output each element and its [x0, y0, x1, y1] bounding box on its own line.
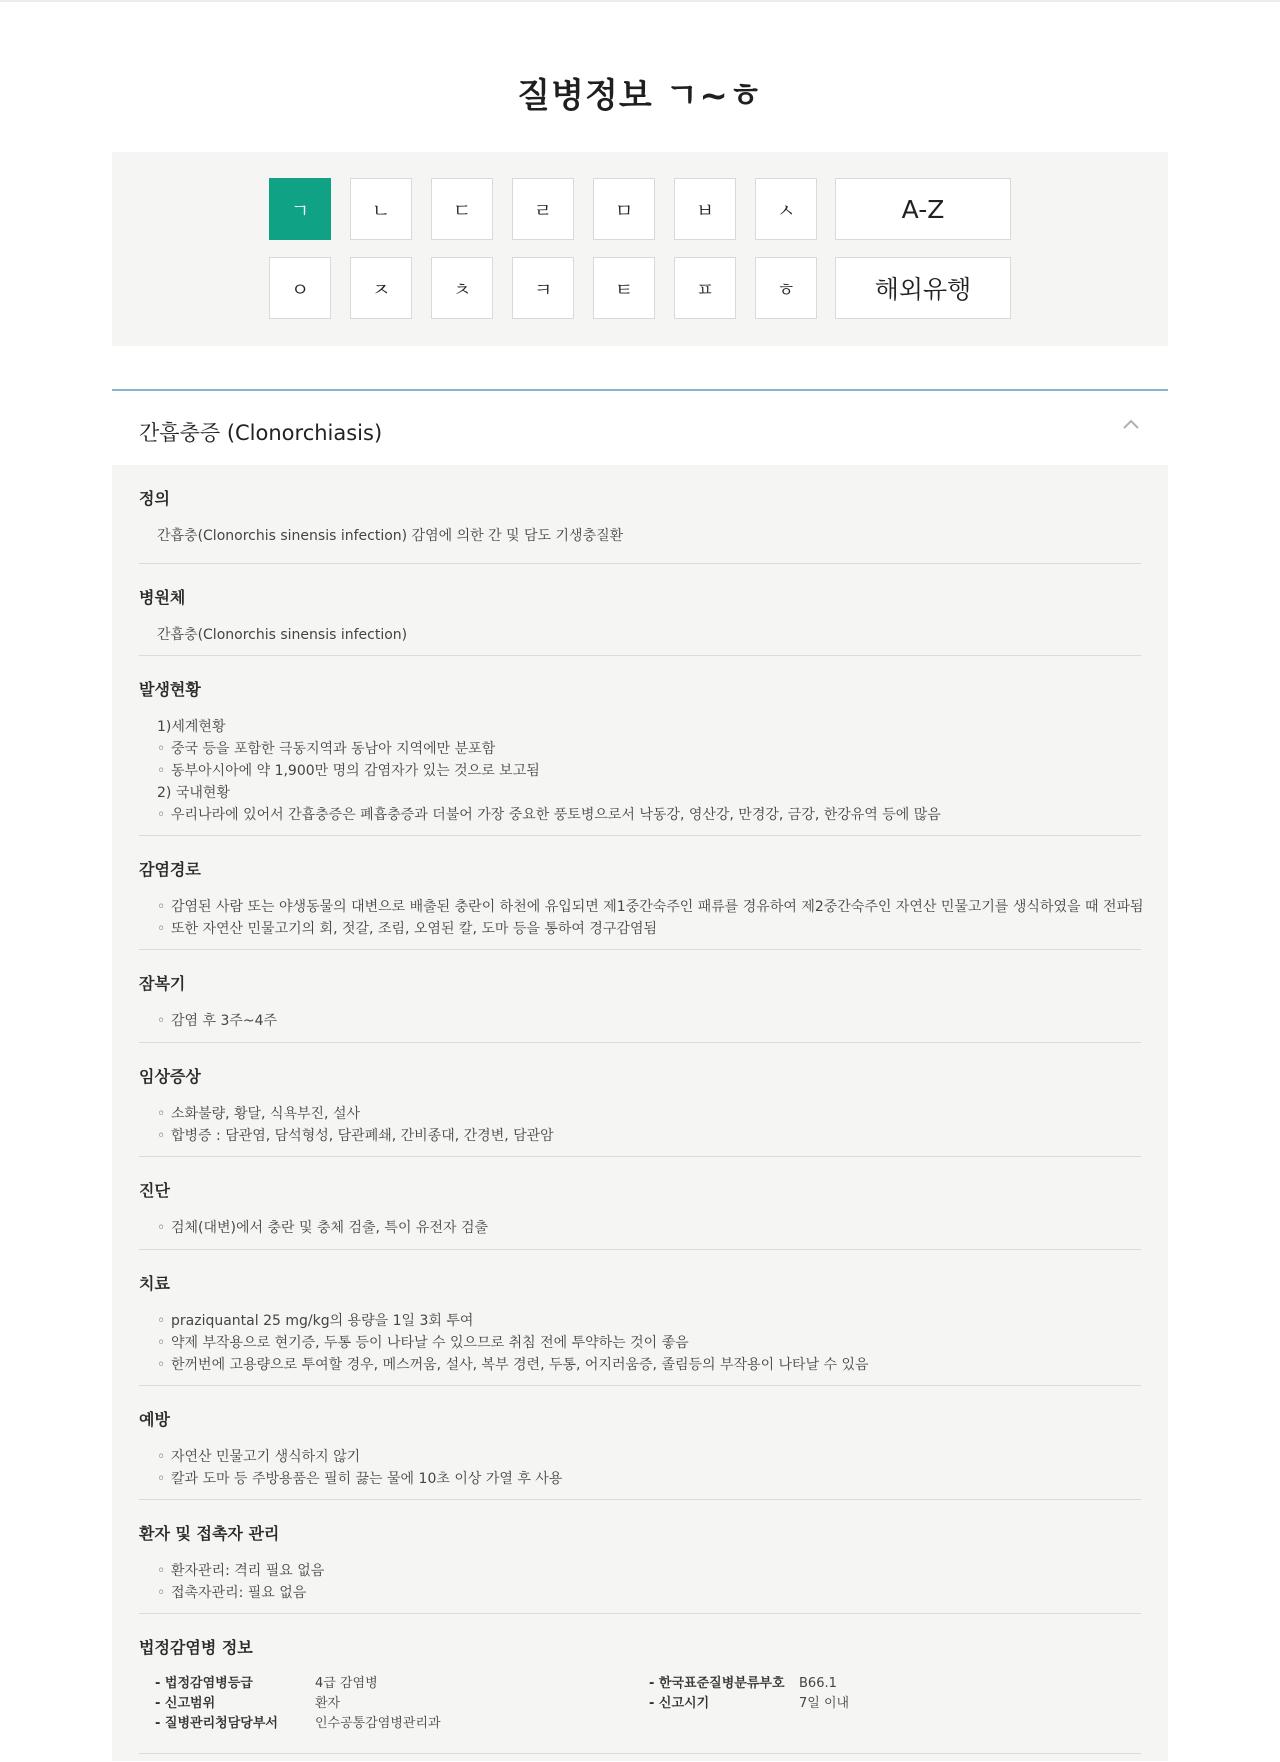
legal-time-value: 7일 이내 [799, 1696, 850, 1711]
bullet-icon: ◦ [157, 1106, 166, 1122]
bullet-icon: ◦ [157, 763, 166, 779]
bullet-icon: ◦ [157, 807, 166, 823]
section-line: ◦ 약제 부작용으로 현기증, 두통 등이 나타날 수 있으므로 취침 전에 투약하는 것이 좋음 [157, 1332, 1141, 1354]
section-line: ◦ 소화불량, 황달, 식욕부진, 설사 [157, 1103, 1141, 1125]
section-legal-info [139, 1614, 1141, 1754]
index-button-bieup[interactable]: ㅂ [674, 178, 736, 240]
page-title: 질병정보 ㄱ~ㅎ [517, 76, 763, 116]
legal-scope-label: - 신고범위 [155, 1696, 216, 1711]
bullet-icon: ◦ [157, 1313, 166, 1329]
index-button-hieut[interactable]: ㅎ [755, 257, 817, 319]
legal-code-value: B66.1 [799, 1676, 837, 1691]
section-title: 진단 [139, 1181, 170, 1200]
index-button-jieut[interactable]: ㅈ [350, 257, 412, 319]
section-pathogen [139, 564, 1141, 656]
chevron-up-icon[interactable] [1122, 416, 1140, 434]
bullet-icon: ◦ [157, 1335, 166, 1351]
legal-time-label: - 신고시기 [649, 1696, 710, 1711]
index-button-rieul[interactable]: ㄹ [512, 178, 574, 240]
section-line: ◦ 한꺼번에 고용량으로 투여할 경우, 메스꺼움, 설사, 복부 경련, 두통, 어지러움증, 졸림등의 부작용이 나타날 수 있음 [157, 1354, 1141, 1376]
bullet-icon: ◦ [157, 1563, 166, 1579]
bullet-icon: ◦ [157, 1357, 166, 1373]
section-title: 잠복기 [139, 974, 186, 993]
section-line: ◦ 감염된 사람 또는 야생동물의 대변으로 배출된 충란이 하천에 유입되면 제1중간숙주인 패류를 경유하여 제2중간숙주인 자연산 민물고기를 생식하였을 때 전파됨 [157, 896, 1141, 918]
bullet-icon: ◦ [157, 1585, 166, 1601]
legal-dept-value: 인수공통감염병관리과 [315, 1716, 441, 1731]
index-button-a-z[interactable]: A-Z [835, 178, 1011, 240]
section-line: ◦ 동부아시아에 약 1,900만 명의 감염자가 있는 것으로 보고됨 [157, 760, 1141, 782]
bullet-icon: ◦ [157, 1471, 166, 1487]
section-line: ◦ 감염 후 3주~4주 [157, 1010, 1141, 1032]
section-line: ◦ 칼과 도마 등 주방용품은 필히 끓는 물에 10초 이상 가열 후 사용 [157, 1468, 1141, 1490]
section-line: ◦ 합병증 : 담관염, 담석형성, 담관폐쇄, 간비종대, 간경변, 담관암 [157, 1125, 1141, 1147]
section-title: 임상증상 [139, 1067, 201, 1086]
index-button-overseas[interactable]: 해외유행 [835, 257, 1011, 319]
section-title: 감염경로 [139, 860, 201, 879]
index-button-tieut[interactable]: ㅌ [593, 257, 655, 319]
section-title: 발생현황 [139, 680, 201, 699]
accordion-header[interactable] [112, 391, 1168, 465]
section-line: 2) 국내현황 [157, 785, 230, 801]
index-button-mieum[interactable]: ㅁ [593, 178, 655, 240]
section-title: 정의 [139, 489, 170, 508]
disease-detail [112, 465, 1168, 1761]
bullet-icon: ◦ [157, 921, 166, 937]
index-button-pieup[interactable]: ㅍ [674, 257, 736, 319]
section-incubation [139, 950, 1141, 1043]
section-line: ◦ 환자관리: 격리 필요 없음 [157, 1560, 1141, 1582]
consonant-index [112, 152, 1168, 346]
index-button-siot[interactable]: ㅅ [755, 178, 817, 240]
section-line: ◦ 중국 등을 포함한 극동지역과 동남아 지역에만 분포함 [157, 738, 1141, 760]
index-button-kieuk[interactable]: ㅋ [512, 257, 574, 319]
section-title: 법정감염병 정보 [139, 1638, 253, 1657]
section-prevention [139, 1386, 1141, 1500]
index-button-chieut[interactable]: ㅊ [431, 257, 493, 319]
legal-grade-value: 4급 감염병 [315, 1676, 378, 1691]
section-title: 치료 [139, 1274, 170, 1293]
section-title: 예방 [139, 1410, 170, 1429]
bullet-icon: ◦ [157, 1220, 166, 1236]
section-line: ◦ 접촉자관리: 필요 없음 [157, 1582, 1141, 1604]
section-transmission [139, 836, 1144, 950]
index-button-nieun[interactable]: ㄴ [350, 178, 412, 240]
section-line: ◦ 자연산 민물고기 생식하지 않기 [157, 1446, 1141, 1468]
legal-info-grid [139, 1674, 1141, 1746]
section-line: ◦ praziquantal 25 mg/kg의 용량을 1일 3회 투여 [157, 1310, 1141, 1332]
legal-grade-label: - 법정감염병등급 [155, 1676, 253, 1691]
section-line: 간흡충(Clonorchis sinensis infection) [157, 627, 408, 643]
section-treatment [139, 1250, 1141, 1386]
section-line: 1)세계현황 [157, 719, 226, 735]
section-line: ◦ 또한 자연산 민물고기의 회, 젓갈, 조림, 오염된 칼, 도마 등을 통하여 경구감염됨 [157, 918, 1141, 940]
disease-title: 간흡충증 (Clonorchiasis) [139, 421, 383, 445]
section-line: ◦ 우리나라에 있어서 간흡충증은 폐흡충증과 더불어 가장 중요한 풍토병으로서 낙동강, 영산강, 만경강, 금강, 한강유역 등에 많음 [157, 804, 1141, 826]
bullet-icon: ◦ [157, 1013, 166, 1029]
section-line: ◦ 검체(대변)에서 충란 및 충체 검출, 특이 유전자 검출 [157, 1217, 1141, 1239]
section-title: 병원체 [139, 588, 186, 607]
section-occurrence [139, 656, 1141, 836]
bullet-icon: ◦ [157, 899, 166, 915]
section-diagnosis [139, 1157, 1141, 1250]
section-patient-management [139, 1500, 1141, 1614]
disease-accordion [112, 389, 1168, 1761]
section-line: 간흡충(Clonorchis sinensis infection) 감염에 의한 간 및 담도 기생충질환 [157, 528, 624, 544]
legal-dept-label: - 질병관리청담당부서 [155, 1716, 278, 1731]
index-button-ieung[interactable]: ㅇ [269, 257, 331, 319]
section-definition [139, 465, 1141, 564]
bullet-icon: ◦ [157, 1449, 166, 1465]
index-button-giyeok[interactable]: ㄱ [269, 178, 331, 240]
section-symptoms [139, 1043, 1141, 1157]
legal-code-label: - 한국표준질병분류부호 [649, 1676, 785, 1691]
top-divider [0, 0, 1280, 2]
bullet-icon: ◦ [157, 1128, 166, 1144]
section-title: 환자 및 접촉자 관리 [139, 1524, 280, 1543]
legal-scope-value: 환자 [315, 1696, 341, 1711]
bullet-icon: ◦ [157, 741, 166, 757]
index-button-digeut[interactable]: ㄷ [431, 178, 493, 240]
